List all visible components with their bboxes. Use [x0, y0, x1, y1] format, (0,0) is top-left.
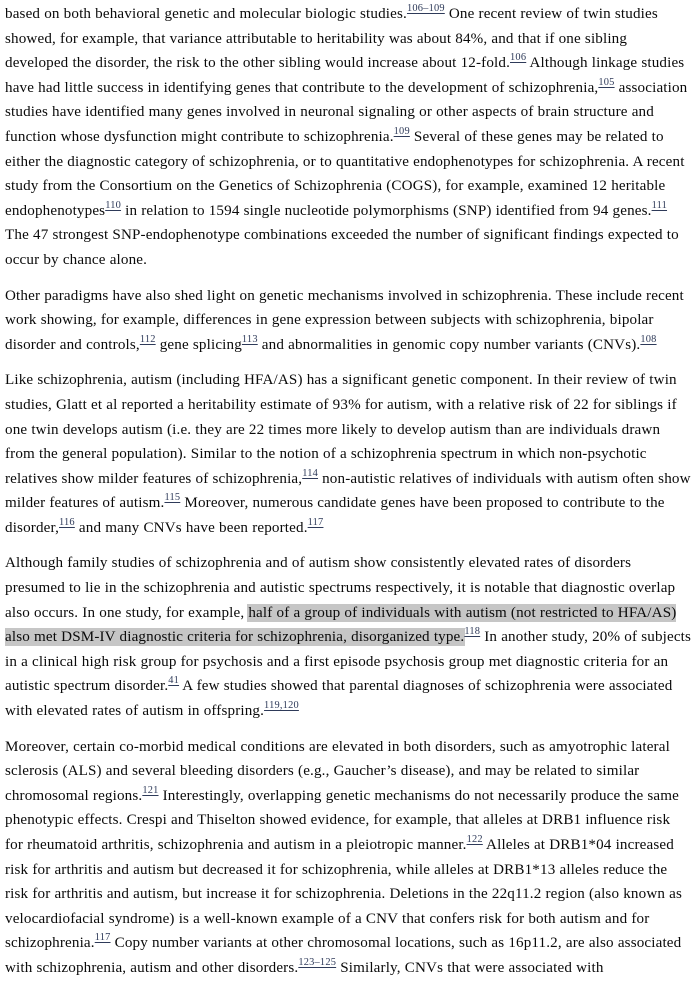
- citation-link[interactable]: 111: [651, 199, 668, 211]
- document-body: [5, 2, 692, 981]
- body-text-run: based on both behavioral genetic and molecular biologic studies.: [5, 6, 407, 22]
- citation-link[interactable]: 117: [94, 932, 111, 944]
- citation-link[interactable]: 121: [142, 784, 159, 796]
- citation-link[interactable]: 117: [307, 516, 324, 528]
- body-text-run: in relation to 1594 single nucleotide polymorphisms (SNP) identified from 94 genes.: [121, 202, 652, 219]
- body-text-run: In another study, 20% of subjects in a clinical high risk group for psychosis and a first episode psychosis group met diagnostic criteria for an autistic spectrum disorder.: [5, 629, 692, 695]
- citation-link[interactable]: 106: [510, 52, 527, 64]
- citation-link[interactable]: 108: [640, 333, 657, 345]
- body-text-run: The 47 strongest SNP-endophenotype combinations exceeded the number of significant findings expected to occur by chance alone.: [5, 227, 679, 268]
- body-text-run: Copy number variants at other chromosomal locations, such as 16p11.2, are also associated with schizophrenia, autism and other disorders.: [5, 935, 682, 976]
- body-text-run: A few studies showed that parental diagnoses of schizophrenia were associated with elevated rates of autism in offspring.: [5, 678, 673, 720]
- body-text-run: Although linkage studies have had little success in identifying genes that contribute to the development of schizophrenia,: [5, 55, 685, 96]
- citation-link[interactable]: 114: [302, 467, 319, 479]
- paragraph-p3: [5, 368, 692, 540]
- citation-link[interactable]: 119,120: [264, 700, 299, 712]
- citation-link[interactable]: 118: [464, 626, 481, 638]
- highlighted-text: half of a group of individuals with autism (not restricted to HFA/AS) also met DSM-IV diagnostic criteria for schizophrenia, disorganized type.: [5, 604, 677, 646]
- body-text-run: Like schizophrenia, autism (including HFA/AS) has a significant genetic component. In their review of twin studies, Glatt et al reported a heritability estimate of 93% for autism, with a relative risk of 22 for siblings if one twin develops autism (i.e. they are 22 times more likely to develop autism than are individuals drawn from the general population). Similar to the notion of a schizophrenia spectrum in which non-psychotic relatives show milder features of schizophrenia,: [5, 372, 677, 487]
- body-text-run: non-autistic relatives of individuals with autism often show milder features of autism.: [5, 470, 691, 512]
- body-text-run: Although family studies of schizophrenia and of autism show consistently elevated rates of disorders presumed to lie in the schizophrenia and autistic spectrums respectively, it is notable that diagnostic overlap also occurs. In one study, for example,: [5, 555, 676, 621]
- body-text-run: gene splicing: [155, 336, 242, 353]
- body-text-run: One recent review of twin studies showed, for example, that variance attributable to heritability was about 84%, and that if one sibling developed the disorder, the risk to the other sibling would increase about 12-fold.: [5, 6, 658, 72]
- body-text-run: Moreover, certain co-morbid medical conditions are elevated in both disorders, such as amyotrophic lateral sclerosis (ALS) and several bleeding disorders (e.g., Gaucher’s disease), and may be related to similar chromosomal regions.: [5, 738, 670, 804]
- citation-link[interactable]: 106–109: [406, 3, 445, 14]
- body-text-run: Interestingly, overlapping genetic mechanisms do not necessarily produce the same phenotypic effects. Crespi and Thiselton showed evidence, for example, that alleles at DRB1 influence risk for rheumatoid arthritis, schizophrenia and autism in a pleiotropic manner.: [5, 787, 680, 853]
- citation-link[interactable]: 105: [598, 76, 615, 88]
- body-text-run: association studies have identified many genes involved in neuronal signaling or other aspects of brain structure and function whose dysfunction might contribute to schizophrenia.: [5, 79, 688, 145]
- body-text-run: Several of these genes may be related to either the diagnostic category of schizophrenia, or to quantitative endophenotypes for schizophrenia. A recent study from the Consortium on the Genetics of Schizophrenia (COGS), for example, examined 12 heritable endophenotypes: [5, 128, 685, 219]
- citation-link[interactable]: 116: [59, 516, 75, 528]
- body-text-run: Moreover, numerous candidate genes have been proposed to contribute to the disorder,: [5, 495, 665, 536]
- citation-link[interactable]: 123–125: [298, 956, 337, 968]
- citation-link[interactable]: 41: [168, 675, 180, 687]
- paragraph-p4: [5, 551, 692, 723]
- citation-link[interactable]: 122: [466, 834, 483, 845]
- body-text-run: and abnormalities in genomic copy number variants (CNVs).: [257, 336, 641, 353]
- body-text-run: Other paradigms have also shed light on genetic mechanisms involved in schizophrenia. These include recent work showing, for example, differences in gene expression between subjects with schizophrenia, bipolar disorder and controls,: [5, 287, 684, 353]
- body-text-run: Alleles at DRB1*04 increased risk for arthritis and autism but decreased it for schizophrenia, while alleles at DRB1*13 alleles reduce the risk for arthritis and autism, but increase it for schizophrenia. Deletions in the 22q11.2 region (also known as velocardiofacial syndrome) is a well-known example of a CNV that confers risk for both autism and for schizophrenia.: [5, 837, 683, 952]
- citation-link[interactable]: 109: [393, 125, 410, 137]
- citation-link[interactable]: 112: [139, 333, 156, 345]
- body-text-run: Similarly, CNVs that were associated with: [336, 959, 604, 976]
- paragraph-p5: [5, 735, 692, 981]
- citation-link[interactable]: 110: [105, 199, 122, 211]
- paragraph-p2: [5, 284, 692, 358]
- citation-link[interactable]: 115: [164, 492, 181, 504]
- body-text-run: and many CNVs have been reported.: [74, 519, 308, 536]
- paragraph-p1: [5, 2, 692, 273]
- citation-link[interactable]: 113: [241, 333, 258, 345]
